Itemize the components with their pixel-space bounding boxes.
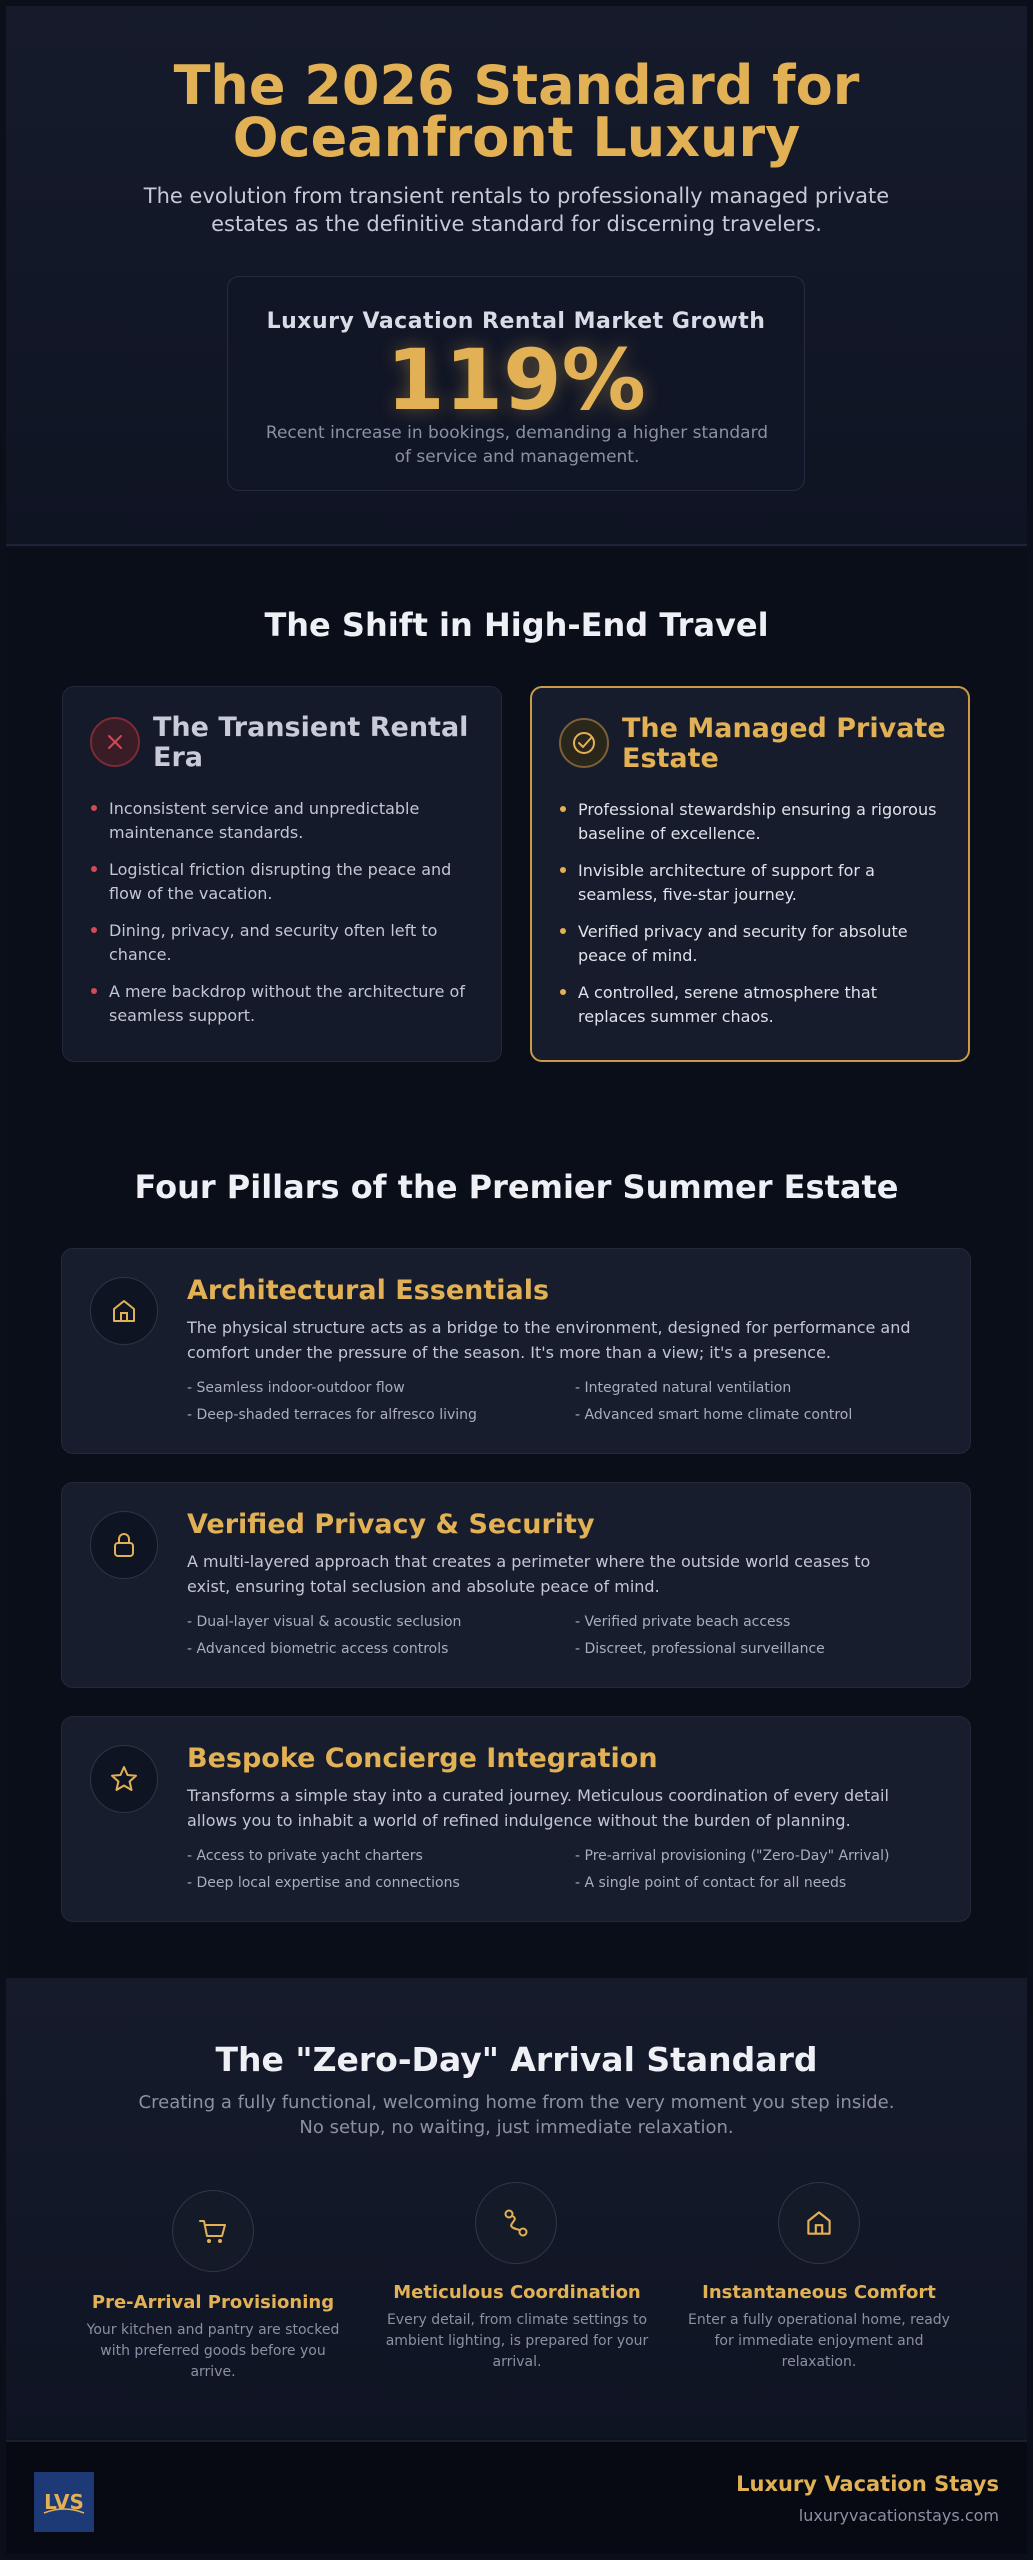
pillar-feature: - Dual-layer visual & acoustic seclusion [187,1614,462,1630]
pillar-description: A multi-layered approach that creates a perimeter where the outside world ceases to exist, ensuring total seclusion and absolute peace of mind. [187,1552,871,1596]
logo [34,2472,94,2532]
pillar-feature: - Pre-arrival provisioning ("Zero-Day" Arrival) [575,1848,890,1864]
list-item: Invisible architecture of support for a seamless, five-star journey. [558,859,948,907]
page [6,6,1027,2554]
pillar-feature: - Seamless indoor-outdoor flow [187,1380,405,1396]
pillar-feature: - Verified private beach access [575,1614,791,1630]
brand-url[interactable]: luxuryvacationstays.com [798,2506,999,2525]
zero-day-title: The "Zero-Day" Arrival Standard [215,2040,818,2079]
pillar-card-architectural [61,1248,971,1454]
market-growth-card [227,276,805,491]
pillar-title: Bespoke Concierge Integration [187,1743,658,1774]
pillar-feature: - Integrated natural ventilation [575,1380,792,1396]
pillars-title: Four Pillars of the Premier Summer Estate [134,1168,899,1206]
hero-section [6,6,1027,546]
pillar-feature: - Access to private yacht charters [187,1848,423,1864]
shift-section [6,548,1027,1978]
brand-name: Luxury Vacation Stays [736,2472,999,2496]
pillar-description: The physical structure acts as a bridge to the environment, designed for performance and comfort under the pressure of the season. It's more than a view; it's a presence. [187,1318,911,1362]
step-description: Every detail, from climate settings to ambient lighting, is prepared for your arrival. [385,2312,649,2370]
transient-era-title: The Transient Rental Era [153,712,469,773]
transient-era-list [89,797,479,1041]
managed-estate-card [530,686,970,1062]
pillar-card-privacy [61,1482,971,1688]
zero-day-subtitle: Creating a fully functional, welcoming home from the very moment you step inside. No setup, no waiting, just immediate relaxation. [138,2092,895,2138]
pillar-card-concierge [61,1716,971,1922]
pillar-feature: - Advanced biometric access controls [187,1641,449,1657]
step-description: Your kitchen and pantry are stocked with preferred goods before you arrive. [86,2322,340,2380]
pillar-feature: - A single point of contact for all needs [575,1875,847,1891]
hero-title-line1: The 2026 Standard for [173,54,860,117]
cart-icon [172,2190,254,2272]
list-item: Dining, privacy, and security often left to chance. [89,919,479,967]
managed-estate-title: The Managed Private Estate [622,713,946,774]
step-title: Meticulous Coordination [393,2282,641,2303]
pillar-description: Transforms a simple stay into a curated journey. Meticulous coordination of every detail allows you to inhabit a world of refined indulgence without the burden of planning. [187,1786,889,1830]
step-description: Enter a fully operational home, ready for immediate enjoyment and relaxation. [688,2312,950,2370]
step-title: Instantaneous Comfort [702,2282,936,2303]
logo-text: LVS [44,2490,84,2514]
pillar-title: Verified Privacy & Security [187,1509,595,1540]
list-item: A mere backdrop without the architecture of seamless support. [89,980,479,1028]
pillar-feature: - Deep local expertise and connections [187,1875,460,1891]
list-item: Professional stewardship ensuring a rigorous baseline of excellence. [558,798,948,846]
hero-title [6,54,1027,169]
stat-value: 119% [386,331,646,429]
list-item: Logistical friction disrupting the peace and flow of the vacation. [89,858,479,906]
shift-title: The Shift in High-End Travel [264,606,769,644]
transient-era-card [62,686,502,1062]
list-item: Inconsistent service and unpredictable maintenance standards. [89,797,479,845]
route-icon [475,2182,557,2264]
list-item: Verified privacy and security for absolute peace of mind. [558,920,948,968]
stat-description: Recent increase in bookings, demanding a higher standard of service and management. [265,423,769,467]
list-item: A controlled, serene atmosphere that replaces summer chaos. [558,981,948,1029]
pillar-feature: - Deep-shaded terraces for alfresco living [187,1407,477,1423]
pillar-feature: - Discreet, professional surveillance [575,1641,825,1657]
hero-title-line2: Oceanfront Luxury [232,106,801,169]
star-icon [90,1745,158,1813]
check-circle-icon [559,718,609,768]
house-icon [778,2182,860,2264]
pillar-title: Architectural Essentials [187,1275,550,1306]
hero-subtitle: The evolution from transient rentals to professionally managed private estates as the definitive standard for discerning travelers. [143,184,890,236]
stat-label: Luxury Vacation Rental Market Growth [266,309,766,334]
house-icon [90,1277,158,1345]
step-title: Pre-Arrival Provisioning [91,2292,335,2313]
pillar-feature: - Advanced smart home climate control [575,1407,853,1423]
footer [6,2440,1027,2554]
managed-estate-list [558,798,948,1042]
lock-icon [90,1511,158,1579]
zero-day-section [6,1978,1027,2438]
x-icon [90,717,140,767]
